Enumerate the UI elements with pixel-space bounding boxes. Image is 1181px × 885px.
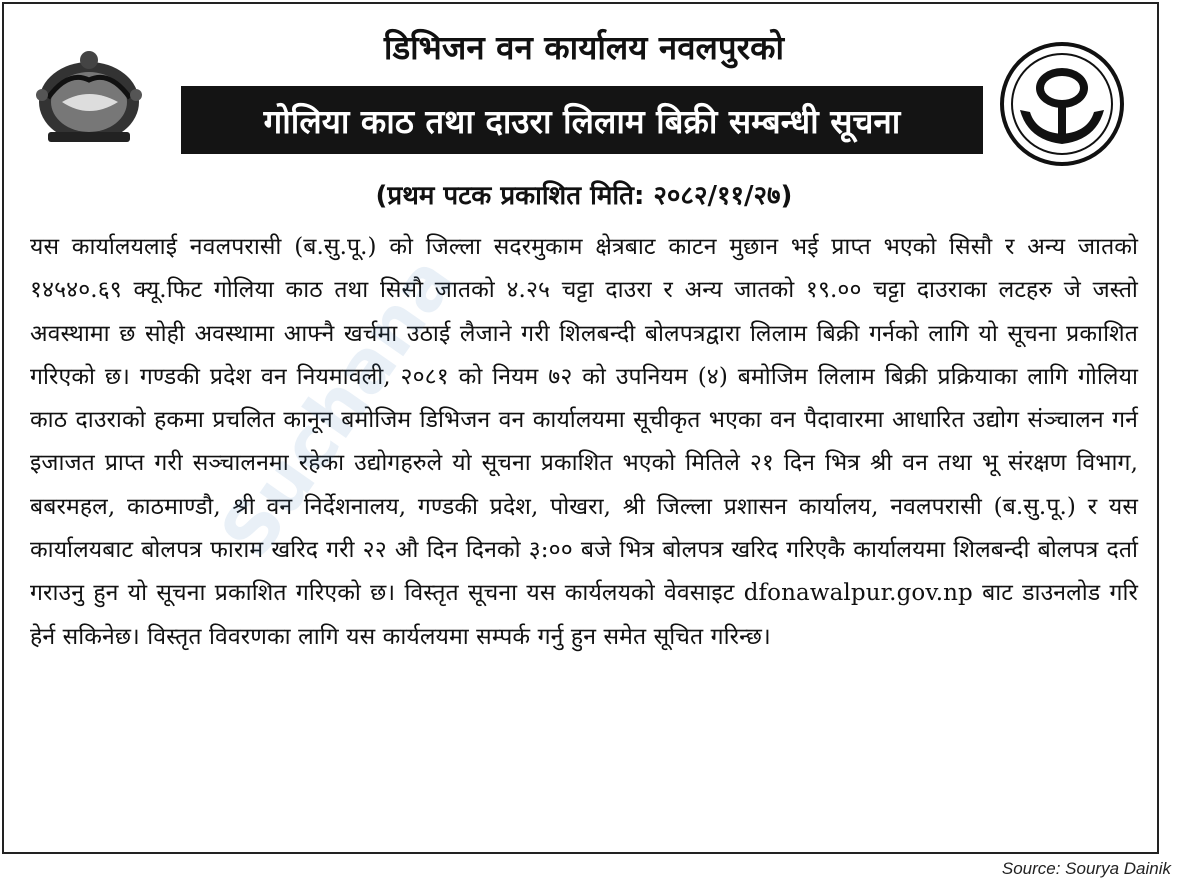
nepal-government-emblem-icon	[28, 40, 150, 150]
notice-body: यस कार्यालयलाई नवलपरासी (ब.सु.पू.) को जिल्ला सदरमुकाम क्षेत्रबाट काटन मुछान भई प्राप्त भएको सिसौ र अन्य जातको १४५४०.६९ क्यू.फिट गोलिया काठ तथा सिसौ जातको ४.२५ चट्टा दाउरा र अन्य जातको १९.०० चट्टा दाउराका लटहरु जे जस्तो अवस्थामा छ सोही अवस्थामा आफ्नै खर्चमा उठाई लैजाने गरी शिलबन्दी बोलपत्रद्वारा लिलाम बिक्री गर्नको लागि यो सूचना प्रकाशित गरिएको छ। गण्डकी प्रदेश वन नियमावली, २०८१ को नियम ७२ को उपनियम (४) बमोजिम लिलाम बिक्री प्रक्रियाका लागि गोलिया काठ दाउराको हकमा प्रचलित कानून बमोजिम डिभिजन वन कार्यालयमा सूचीकृत भएका वन पैदावारमा आधारित उद्योग संञ्चालन गर्न इजाजत प्राप्त गरी सञ्चालनमा रहेका उद्योगहरुले यो सूचना प्रकाशित भएको मितिले २१ दिन भित्र श्री वन तथा भू संरक्षण विभाग, बबरमहल, काठमाण्डौ, श्री वन निर्देशनालय, गण्डकी प्रदेश, पोखरा, श्री जिल्ला प्रशासन कार्यालय, नवलपरासी (ब.सु.पू.) र यस कार्यालयबाट बोलपत्र फाराम खरिद गरी २२ औ दिन दिनको ३:०० बजे भित्र बोलपत्र खरिद गरिएकै कार्यालयमा शिलबन्दी बोलपत्र दर्ता गराउनु हुन यो सूचना प्रकाशित गरिएको छ। विस्तृत सूचना यस कार्यलयको वेवसाइट dfonawalpur.gov.np बाट डाउनलोड गरि हेर्न सकिनेछ। विस्तृत विवरणका लागि यस कार्यलयमा सम्पर्क गर्नु हुन समेत सूचित गरिन्छ।	[30, 234, 1138, 650]
notice-title: गोलिया काठ तथा दाउरा लिलाम बिक्री सम्बन्धी सूचना	[263, 101, 901, 141]
notice-title-banner	[181, 86, 983, 154]
publication-date: (प्रथम पटक प्रकाशित मिति: २०८२/११/२७)	[375, 181, 793, 211]
office-name: डिभिजन वन कार्यालय नवलपुरको	[383, 28, 785, 67]
source-credit: Source: Sourya Dainik	[1001, 859, 1171, 878]
watermark: Suchana	[204, 240, 471, 573]
notice-frame	[2, 2, 1159, 854]
forest-department-logo-icon	[998, 40, 1126, 168]
